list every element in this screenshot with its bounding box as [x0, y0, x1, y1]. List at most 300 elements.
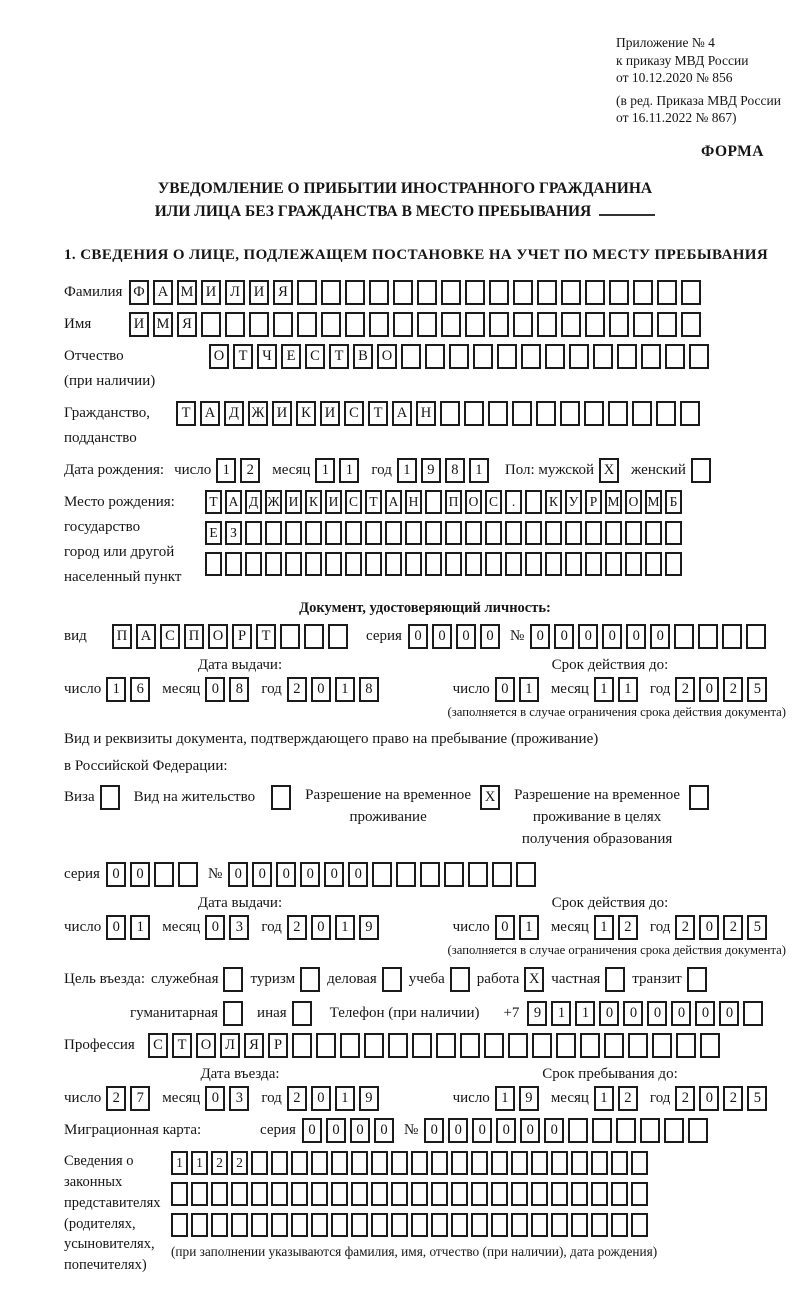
male-checkbox[interactable]: X	[599, 458, 619, 483]
char-box[interactable]	[445, 521, 462, 545]
char-box[interactable]: 0	[106, 915, 126, 940]
char-box[interactable]	[385, 521, 402, 545]
char-box[interactable]: Ж	[265, 490, 282, 514]
char-box[interactable]	[321, 312, 341, 337]
char-box[interactable]: 0	[602, 624, 622, 649]
char-box[interactable]	[249, 312, 269, 337]
char-box[interactable]: 8	[229, 677, 249, 702]
char-box[interactable]: 0	[130, 862, 150, 887]
char-box[interactable]: 0	[348, 862, 368, 887]
char-box[interactable]: 1	[191, 1151, 208, 1175]
char-box[interactable]	[746, 624, 766, 649]
char-box[interactable]: 0	[311, 915, 331, 940]
char-box[interactable]: Л	[225, 280, 245, 305]
char-box[interactable]	[657, 280, 677, 305]
char-box[interactable]: 1	[335, 677, 355, 702]
purpose-checkbox[interactable]	[450, 967, 470, 992]
char-box[interactable]: .	[505, 490, 522, 514]
char-box[interactable]	[271, 1182, 288, 1206]
char-box[interactable]	[674, 624, 694, 649]
char-box[interactable]: 0	[495, 677, 515, 702]
char-box[interactable]	[698, 624, 718, 649]
char-box[interactable]	[605, 521, 622, 545]
char-box[interactable]: 1	[216, 458, 236, 483]
char-box[interactable]: 9	[359, 1086, 379, 1111]
char-box[interactable]: 6	[130, 677, 150, 702]
char-box[interactable]	[640, 1118, 660, 1143]
char-box[interactable]	[420, 862, 440, 887]
char-box[interactable]: 2	[675, 915, 695, 940]
purpose-checkbox[interactable]	[223, 1001, 243, 1026]
char-box[interactable]: Т	[172, 1033, 192, 1058]
char-box[interactable]	[351, 1151, 368, 1175]
char-box[interactable]	[525, 521, 542, 545]
char-box[interactable]	[537, 312, 557, 337]
char-box[interactable]	[371, 1213, 388, 1237]
char-box[interactable]	[516, 862, 536, 887]
char-box[interactable]	[401, 344, 421, 369]
char-box[interactable]	[425, 344, 445, 369]
char-box[interactable]: А	[385, 490, 402, 514]
char-box[interactable]	[491, 1182, 508, 1206]
char-box[interactable]: И	[201, 280, 221, 305]
char-box[interactable]: А	[153, 280, 173, 305]
char-box[interactable]	[551, 1151, 568, 1175]
char-box[interactable]	[485, 521, 502, 545]
char-box[interactable]	[405, 552, 422, 576]
char-box[interactable]: 1	[469, 458, 489, 483]
char-box[interactable]: Я	[177, 312, 197, 337]
char-box[interactable]	[580, 1033, 600, 1058]
char-box[interactable]	[412, 1033, 432, 1058]
char-box[interactable]	[489, 312, 509, 337]
char-box[interactable]: 1	[335, 915, 355, 940]
char-box[interactable]	[633, 312, 653, 337]
female-checkbox[interactable]	[691, 458, 711, 483]
char-box[interactable]	[440, 401, 460, 426]
char-box[interactable]	[571, 1213, 588, 1237]
char-box[interactable]	[311, 1151, 328, 1175]
char-box[interactable]: 0	[311, 677, 331, 702]
char-box[interactable]	[154, 862, 174, 887]
char-box[interactable]	[485, 552, 502, 576]
char-box[interactable]	[451, 1182, 468, 1206]
char-box[interactable]	[291, 1182, 308, 1206]
temp-residence-edu-checkbox[interactable]	[689, 785, 709, 810]
char-box[interactable]	[305, 552, 322, 576]
char-box[interactable]	[591, 1151, 608, 1175]
char-box[interactable]	[311, 1213, 328, 1237]
char-box[interactable]	[593, 344, 613, 369]
char-box[interactable]: 1	[519, 915, 539, 940]
char-box[interactable]	[171, 1182, 188, 1206]
char-box[interactable]	[565, 521, 582, 545]
char-box[interactable]	[556, 1033, 576, 1058]
char-box[interactable]: 0	[228, 862, 248, 887]
char-box[interactable]: С	[160, 624, 180, 649]
char-box[interactable]: 2	[618, 915, 638, 940]
char-box[interactable]: Т	[329, 344, 349, 369]
char-box[interactable]: 1	[315, 458, 335, 483]
char-box[interactable]	[631, 1182, 648, 1206]
char-box[interactable]: 2	[675, 677, 695, 702]
char-box[interactable]: И	[285, 490, 302, 514]
char-box[interactable]	[633, 280, 653, 305]
purpose-checkbox[interactable]: X	[524, 967, 544, 992]
char-box[interactable]: 0	[106, 862, 126, 887]
char-box[interactable]	[285, 521, 302, 545]
char-box[interactable]	[431, 1151, 448, 1175]
char-box[interactable]	[511, 1213, 528, 1237]
char-box[interactable]	[371, 1182, 388, 1206]
char-box[interactable]: М	[153, 312, 173, 337]
char-box[interactable]: 9	[519, 1086, 539, 1111]
char-box[interactable]	[345, 552, 362, 576]
char-box[interactable]	[345, 521, 362, 545]
char-box[interactable]	[449, 344, 469, 369]
char-box[interactable]	[545, 521, 562, 545]
char-box[interactable]	[396, 862, 416, 887]
char-box[interactable]	[451, 1151, 468, 1175]
char-box[interactable]: И	[325, 490, 342, 514]
char-box[interactable]: Ж	[248, 401, 268, 426]
char-box[interactable]	[460, 1033, 480, 1058]
char-box[interactable]	[505, 552, 522, 576]
char-box[interactable]: 5	[747, 915, 767, 940]
char-box[interactable]	[605, 552, 622, 576]
char-box[interactable]	[231, 1182, 248, 1206]
char-box[interactable]	[251, 1151, 268, 1175]
char-box[interactable]: Р	[268, 1033, 288, 1058]
char-box[interactable]: Я	[273, 280, 293, 305]
char-box[interactable]: Т	[365, 490, 382, 514]
char-box[interactable]	[405, 521, 422, 545]
char-box[interactable]	[569, 344, 589, 369]
char-box[interactable]	[372, 862, 392, 887]
char-box[interactable]	[656, 401, 676, 426]
char-box[interactable]	[345, 280, 365, 305]
char-box[interactable]: Н	[416, 401, 436, 426]
char-box[interactable]	[625, 552, 642, 576]
char-box[interactable]	[331, 1182, 348, 1206]
char-box[interactable]	[560, 401, 580, 426]
char-box[interactable]	[425, 490, 442, 514]
char-box[interactable]	[631, 1151, 648, 1175]
char-box[interactable]	[328, 624, 348, 649]
char-box[interactable]	[565, 552, 582, 576]
char-box[interactable]: 2	[723, 915, 743, 940]
char-box[interactable]	[444, 862, 464, 887]
char-box[interactable]	[465, 280, 485, 305]
char-box[interactable]	[201, 312, 221, 337]
char-box[interactable]	[537, 280, 557, 305]
char-box[interactable]	[291, 1213, 308, 1237]
char-box[interactable]	[473, 344, 493, 369]
char-box[interactable]	[571, 1151, 588, 1175]
char-box[interactable]: 0	[495, 915, 515, 940]
char-box[interactable]	[191, 1182, 208, 1206]
char-box[interactable]	[545, 552, 562, 576]
char-box[interactable]	[561, 312, 581, 337]
char-box[interactable]	[345, 312, 365, 337]
char-box[interactable]	[321, 280, 341, 305]
char-box[interactable]: 2	[211, 1151, 228, 1175]
char-box[interactable]: 0	[699, 1086, 719, 1111]
char-box[interactable]: О	[196, 1033, 216, 1058]
char-box[interactable]	[609, 312, 629, 337]
char-box[interactable]: 2	[723, 677, 743, 702]
char-box[interactable]	[297, 312, 317, 337]
char-box[interactable]	[492, 862, 512, 887]
visa-checkbox[interactable]	[100, 785, 120, 810]
char-box[interactable]	[571, 1182, 588, 1206]
char-box[interactable]: 5	[747, 677, 767, 702]
char-box[interactable]: И	[272, 401, 292, 426]
char-box[interactable]: 1	[594, 1086, 614, 1111]
char-box[interactable]: 5	[747, 1086, 767, 1111]
char-box[interactable]	[497, 344, 517, 369]
char-box[interactable]: 1	[618, 677, 638, 702]
char-box[interactable]	[411, 1213, 428, 1237]
char-box[interactable]	[265, 552, 282, 576]
char-box[interactable]: 2	[287, 1086, 307, 1111]
char-box[interactable]	[331, 1213, 348, 1237]
char-box[interactable]: Д	[224, 401, 244, 426]
char-box[interactable]: Я	[244, 1033, 264, 1058]
char-box[interactable]: 0	[671, 1001, 691, 1026]
residence-permit-checkbox[interactable]	[271, 785, 291, 810]
char-box[interactable]: К	[545, 490, 562, 514]
char-box[interactable]	[611, 1213, 628, 1237]
char-box[interactable]: 0	[311, 1086, 331, 1111]
char-box[interactable]	[425, 552, 442, 576]
char-box[interactable]: 1	[130, 915, 150, 940]
char-box[interactable]	[608, 401, 628, 426]
char-box[interactable]	[585, 280, 605, 305]
char-box[interactable]	[512, 401, 532, 426]
char-box[interactable]: 2	[106, 1086, 126, 1111]
char-box[interactable]	[592, 1118, 612, 1143]
char-box[interactable]	[641, 344, 661, 369]
char-box[interactable]	[365, 521, 382, 545]
char-box[interactable]	[351, 1182, 368, 1206]
char-box[interactable]	[681, 312, 701, 337]
char-box[interactable]: 1	[594, 915, 614, 940]
char-box[interactable]	[664, 1118, 684, 1143]
char-box[interactable]	[225, 312, 245, 337]
char-box[interactable]	[465, 312, 485, 337]
char-box[interactable]	[391, 1213, 408, 1237]
char-box[interactable]: С	[345, 490, 362, 514]
char-box[interactable]	[681, 280, 701, 305]
char-box[interactable]: М	[605, 490, 622, 514]
char-box[interactable]: Н	[405, 490, 422, 514]
char-box[interactable]: С	[344, 401, 364, 426]
char-box[interactable]	[291, 1151, 308, 1175]
char-box[interactable]	[632, 401, 652, 426]
char-box[interactable]: В	[353, 344, 373, 369]
char-box[interactable]	[205, 552, 222, 576]
char-box[interactable]: Е	[205, 521, 222, 545]
char-box[interactable]	[445, 552, 462, 576]
char-box[interactable]: 0	[408, 624, 428, 649]
char-box[interactable]	[584, 401, 604, 426]
char-box[interactable]	[441, 280, 461, 305]
char-box[interactable]: 1	[171, 1151, 188, 1175]
char-box[interactable]: О	[465, 490, 482, 514]
char-box[interactable]: А	[392, 401, 412, 426]
char-box[interactable]	[325, 552, 342, 576]
char-box[interactable]	[625, 521, 642, 545]
char-box[interactable]	[628, 1033, 648, 1058]
char-box[interactable]: 0	[432, 624, 452, 649]
char-box[interactable]: 0	[695, 1001, 715, 1026]
char-box[interactable]: 8	[359, 677, 379, 702]
char-box[interactable]: 0	[448, 1118, 468, 1143]
char-box[interactable]	[425, 521, 442, 545]
char-box[interactable]	[505, 521, 522, 545]
char-box[interactable]: О	[377, 344, 397, 369]
char-box[interactable]: 0	[300, 862, 320, 887]
purpose-checkbox[interactable]	[605, 967, 625, 992]
char-box[interactable]	[616, 1118, 636, 1143]
char-box[interactable]	[665, 521, 682, 545]
char-box[interactable]: О	[625, 490, 642, 514]
char-box[interactable]: 2	[287, 677, 307, 702]
char-box[interactable]	[417, 312, 437, 337]
char-box[interactable]: 0	[647, 1001, 667, 1026]
char-box[interactable]: Р	[585, 490, 602, 514]
char-box[interactable]	[365, 552, 382, 576]
char-box[interactable]	[585, 521, 602, 545]
char-box[interactable]: 0	[480, 624, 500, 649]
char-box[interactable]: 1	[495, 1086, 515, 1111]
char-box[interactable]	[273, 312, 293, 337]
char-box[interactable]	[178, 862, 198, 887]
char-box[interactable]: 0	[699, 915, 719, 940]
char-box[interactable]	[645, 552, 662, 576]
char-box[interactable]: 1	[106, 677, 126, 702]
char-box[interactable]	[722, 624, 742, 649]
char-box[interactable]	[465, 521, 482, 545]
char-box[interactable]	[441, 312, 461, 337]
char-box[interactable]: И	[249, 280, 269, 305]
char-box[interactable]	[688, 1118, 708, 1143]
char-box[interactable]: С	[148, 1033, 168, 1058]
char-box[interactable]	[285, 552, 302, 576]
char-box[interactable]: Ч	[257, 344, 277, 369]
char-box[interactable]	[385, 552, 402, 576]
char-box[interactable]	[431, 1213, 448, 1237]
char-box[interactable]	[468, 862, 488, 887]
char-box[interactable]	[393, 312, 413, 337]
char-box[interactable]: 9	[527, 1001, 547, 1026]
char-box[interactable]: 0	[205, 915, 225, 940]
char-box[interactable]	[531, 1182, 548, 1206]
char-box[interactable]	[525, 552, 542, 576]
purpose-checkbox[interactable]	[300, 967, 320, 992]
char-box[interactable]: А	[225, 490, 242, 514]
char-box[interactable]	[551, 1213, 568, 1237]
char-box[interactable]: С	[485, 490, 502, 514]
char-box[interactable]	[391, 1151, 408, 1175]
char-box[interactable]: Т	[176, 401, 196, 426]
char-box[interactable]: 0	[650, 624, 670, 649]
char-box[interactable]	[665, 552, 682, 576]
char-box[interactable]: 0	[302, 1118, 322, 1143]
char-box[interactable]: 0	[544, 1118, 564, 1143]
char-box[interactable]: Т	[368, 401, 388, 426]
char-box[interactable]	[531, 1213, 548, 1237]
char-box[interactable]	[465, 552, 482, 576]
char-box[interactable]	[231, 1213, 248, 1237]
char-box[interactable]: У	[565, 490, 582, 514]
char-box[interactable]	[652, 1033, 672, 1058]
purpose-checkbox[interactable]	[292, 1001, 312, 1026]
char-box[interactable]: 2	[287, 915, 307, 940]
char-box[interactable]	[532, 1033, 552, 1058]
char-box[interactable]	[665, 344, 685, 369]
purpose-checkbox[interactable]	[223, 967, 243, 992]
char-box[interactable]: А	[136, 624, 156, 649]
char-box[interactable]: Т	[205, 490, 222, 514]
char-box[interactable]	[488, 401, 508, 426]
char-box[interactable]	[531, 1151, 548, 1175]
char-box[interactable]	[311, 1182, 328, 1206]
char-box[interactable]	[369, 280, 389, 305]
char-box[interactable]	[251, 1182, 268, 1206]
char-box[interactable]: 1	[551, 1001, 571, 1026]
char-box[interactable]	[561, 280, 581, 305]
char-box[interactable]: 0	[578, 624, 598, 649]
char-box[interactable]	[545, 344, 565, 369]
char-box[interactable]	[484, 1033, 504, 1058]
char-box[interactable]: 0	[252, 862, 272, 887]
char-box[interactable]: М	[177, 280, 197, 305]
char-box[interactable]: 1	[335, 1086, 355, 1111]
char-box[interactable]	[489, 280, 509, 305]
char-box[interactable]	[316, 1033, 336, 1058]
char-box[interactable]: Л	[220, 1033, 240, 1058]
char-box[interactable]: 1	[594, 677, 614, 702]
char-box[interactable]: 0	[324, 862, 344, 887]
char-box[interactable]: 2	[240, 458, 260, 483]
char-box[interactable]	[436, 1033, 456, 1058]
char-box[interactable]	[305, 521, 322, 545]
char-box[interactable]	[304, 624, 324, 649]
char-box[interactable]: 0	[554, 624, 574, 649]
char-box[interactable]	[491, 1151, 508, 1175]
char-box[interactable]: 0	[350, 1118, 370, 1143]
char-box[interactable]	[417, 280, 437, 305]
char-box[interactable]: 0	[374, 1118, 394, 1143]
char-box[interactable]: М	[645, 490, 662, 514]
char-box[interactable]: 8	[445, 458, 465, 483]
char-box[interactable]: 0	[520, 1118, 540, 1143]
char-box[interactable]	[689, 344, 709, 369]
char-box[interactable]: 0	[530, 624, 550, 649]
char-box[interactable]	[508, 1033, 528, 1058]
char-box[interactable]	[411, 1182, 428, 1206]
char-box[interactable]: З	[225, 521, 242, 545]
char-box[interactable]: К	[296, 401, 316, 426]
char-box[interactable]: 0	[472, 1118, 492, 1143]
char-box[interactable]: Е	[281, 344, 301, 369]
char-box[interactable]	[617, 344, 637, 369]
char-box[interactable]	[513, 312, 533, 337]
char-box[interactable]: 7	[130, 1086, 150, 1111]
char-box[interactable]: 2	[231, 1151, 248, 1175]
